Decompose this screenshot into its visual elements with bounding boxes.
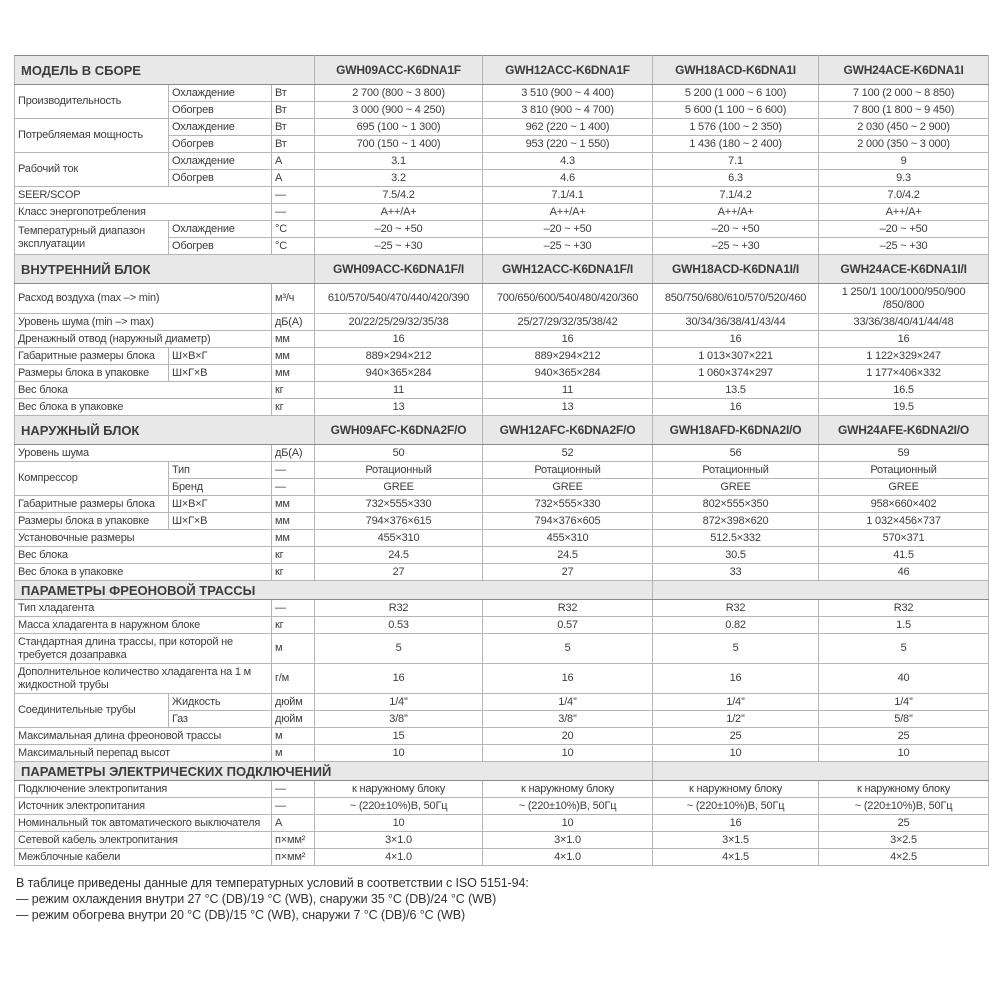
row-value: 3.2 — [315, 170, 483, 187]
row-unit: м — [272, 634, 315, 664]
model-name: GWH09ACC-K6DNA1F/I — [315, 255, 483, 284]
row-label: Рабочий ток — [15, 153, 169, 187]
row-value: 3×1.5 — [653, 832, 819, 849]
row-value: 794×376×605 — [483, 513, 653, 530]
row-value: 3 510 (900 ~ 4 400) — [483, 85, 653, 102]
row-value: –25 ~ +30 — [483, 238, 653, 255]
spec-row — [15, 462, 989, 479]
row-value: 0.82 — [653, 617, 819, 634]
row-value: Ротационный — [819, 462, 989, 479]
spec-row — [15, 314, 989, 331]
row-value: GREE — [653, 479, 819, 496]
row-value: 5 200 (1 000 ~ 6 100) — [653, 85, 819, 102]
row-value: 889×294×212 — [315, 348, 483, 365]
row-value: 19.5 — [819, 399, 989, 416]
row-value: 7.5/4.2 — [315, 187, 483, 204]
section-header-row — [15, 762, 989, 781]
row-value: 56 — [653, 445, 819, 462]
row-value: 13 — [315, 399, 483, 416]
row-value: 5 — [483, 634, 653, 664]
section-header-row — [15, 255, 989, 284]
row-unit: А — [272, 153, 315, 170]
row-sublabel: Бренд — [169, 479, 272, 496]
model-name: GWH18AFD-K6DNA2I/O — [653, 416, 819, 445]
model-name: GWH09ACC-K6DNA1F — [315, 56, 483, 85]
row-label: Тип хладагента — [15, 600, 272, 617]
row-unit: мм — [272, 496, 315, 513]
row-value: 25 — [819, 815, 989, 832]
row-value: 3/8'' — [483, 711, 653, 728]
row-value: 794×376×615 — [315, 513, 483, 530]
row-value: 41.5 — [819, 547, 989, 564]
row-value: 700 (150 ~ 1 400) — [315, 136, 483, 153]
row-value: 9 — [819, 153, 989, 170]
row-value: 5/8'' — [819, 711, 989, 728]
row-value: 16 — [653, 815, 819, 832]
row-label: Расход воздуха (max –> min) — [15, 284, 272, 314]
row-value: 24.5 — [315, 547, 483, 564]
row-value: 16.5 — [819, 382, 989, 399]
row-value: 10 — [483, 745, 653, 762]
row-value: A++/A+ — [653, 204, 819, 221]
row-value: 889×294×212 — [483, 348, 653, 365]
row-value: 4.6 — [483, 170, 653, 187]
row-value: 4.3 — [483, 153, 653, 170]
row-value: –20 ~ +50 — [819, 221, 989, 238]
row-value: 695 (100 ~ 1 300) — [315, 119, 483, 136]
row-value: 11 — [483, 382, 653, 399]
row-value: 1/4'' — [819, 694, 989, 711]
spec-row — [15, 445, 989, 462]
row-value: 2 000 (350 ~ 3 000) — [819, 136, 989, 153]
spec-row — [15, 284, 989, 314]
row-unit: кг — [272, 399, 315, 416]
row-value: 1/2'' — [653, 711, 819, 728]
row-sublabel: Обогрев — [169, 238, 272, 255]
row-unit: Вт — [272, 102, 315, 119]
row-value: 10 — [483, 815, 653, 832]
spec-row — [15, 547, 989, 564]
row-value: –25 ~ +30 — [315, 238, 483, 255]
row-label: Размеры блока в упаковке — [15, 513, 169, 530]
row-unit: Вт — [272, 119, 315, 136]
section-header-row — [15, 416, 989, 445]
section-title: ПАРАМЕТРЫ ФРЕОНОВОЙ ТРАССЫ — [15, 581, 653, 600]
spec-row — [15, 530, 989, 547]
row-sublabel: Ш×Г×В — [169, 513, 272, 530]
row-value: 7 100 (2 000 ~ 8 850) — [819, 85, 989, 102]
row-unit: м — [272, 728, 315, 745]
row-sublabel: Охлаждение — [169, 153, 272, 170]
row-value: 953 (220 ~ 1 550) — [483, 136, 653, 153]
row-unit: А — [272, 170, 315, 187]
row-label: Максимальная длина фреоновой трассы — [15, 728, 272, 745]
row-value: GREE — [483, 479, 653, 496]
row-label: Максимальный перепад высот — [15, 745, 272, 762]
row-value: 872×398×620 — [653, 513, 819, 530]
row-value: 2 700 (800 ~ 3 800) — [315, 85, 483, 102]
row-value: 50 — [315, 445, 483, 462]
row-value: к наружному блоку — [819, 781, 989, 798]
row-value: 25/27/29/32/35/38/42 — [483, 314, 653, 331]
spec-row — [15, 600, 989, 617]
row-sublabel: Охлаждение — [169, 85, 272, 102]
row-value: 958×660×402 — [819, 496, 989, 513]
row-value: 4×1.5 — [653, 849, 819, 866]
spec-row — [15, 617, 989, 634]
row-unit: Вт — [272, 136, 315, 153]
row-unit: мм — [272, 348, 315, 365]
row-label: Уровень шума (min –> max) — [15, 314, 272, 331]
row-sublabel: Обогрев — [169, 170, 272, 187]
row-sublabel: Обогрев — [169, 102, 272, 119]
row-value: 570×371 — [819, 530, 989, 547]
row-value: 7.1/4.1 — [483, 187, 653, 204]
row-value: 3 810 (900 ~ 4 700) — [483, 102, 653, 119]
row-label: Дренажный отвод (наружный диаметр) — [15, 331, 272, 348]
row-unit: кг — [272, 564, 315, 581]
row-label: Вес блока в упаковке — [15, 399, 272, 416]
spec-row — [15, 153, 989, 170]
row-value: к наружному блоку — [315, 781, 483, 798]
row-label: Вес блока — [15, 547, 272, 564]
model-name: GWH24ACE-K6DNA1I — [819, 56, 989, 85]
row-value: 25 — [653, 728, 819, 745]
row-value: 46 — [819, 564, 989, 581]
row-unit: дюйм — [272, 711, 315, 728]
row-value: 13.5 — [653, 382, 819, 399]
spec-row — [15, 745, 989, 762]
row-label: Уровень шума — [15, 445, 272, 462]
row-value: 962 (220 ~ 1 400) — [483, 119, 653, 136]
row-unit: г/м — [272, 664, 315, 694]
row-value: 1 013×307×221 — [653, 348, 819, 365]
row-label: Соединительные трубы — [15, 694, 169, 728]
row-value: Ротационный — [483, 462, 653, 479]
row-value: 16 — [483, 331, 653, 348]
row-value: 455×310 — [483, 530, 653, 547]
section-filler — [653, 581, 989, 600]
row-value: 30.5 — [653, 547, 819, 564]
row-sublabel: Обогрев — [169, 136, 272, 153]
row-value: 59 — [819, 445, 989, 462]
row-value: 1/4'' — [483, 694, 653, 711]
row-value: R32 — [819, 600, 989, 617]
footnote-iso: В таблице приведены данные для температурных условий в соответствии с ISO 5151-94: — [16, 876, 529, 890]
model-name: GWH12AFC-K6DNA2F/O — [483, 416, 653, 445]
row-value: 1.5 — [819, 617, 989, 634]
row-value: 27 — [483, 564, 653, 581]
row-value: 25 — [819, 728, 989, 745]
spec-row — [15, 798, 989, 815]
row-value: 732×555×330 — [315, 496, 483, 513]
row-unit: кг — [272, 547, 315, 564]
row-label: Производительность — [15, 85, 169, 119]
row-value: –20 ~ +50 — [483, 221, 653, 238]
row-value: 0.53 — [315, 617, 483, 634]
row-unit: мм — [272, 365, 315, 382]
row-unit: мм — [272, 513, 315, 530]
spec-row — [15, 331, 989, 348]
row-value: 16 — [653, 331, 819, 348]
row-label: Источник электропитания — [15, 798, 272, 815]
spec-row — [15, 382, 989, 399]
model-name: GWH09AFC-K6DNA2F/O — [315, 416, 483, 445]
row-unit: мм — [272, 331, 315, 348]
row-unit: п×мм² — [272, 849, 315, 866]
row-label: Дополнительное количество хладагента на 1 м жидкостной трубы — [15, 664, 272, 694]
row-unit: — — [272, 462, 315, 479]
row-value: 20 — [483, 728, 653, 745]
row-unit: кг — [272, 382, 315, 399]
spec-row — [15, 781, 989, 798]
row-value: R32 — [315, 600, 483, 617]
row-value: 16 — [483, 664, 653, 694]
row-sublabel: Ш×Г×В — [169, 365, 272, 382]
row-sublabel: Охлаждение — [169, 221, 272, 238]
spec-row — [15, 85, 989, 102]
row-label: Межблочные кабели — [15, 849, 272, 866]
row-value: 16 — [315, 331, 483, 348]
row-value: 732×555×330 — [483, 496, 653, 513]
row-value: ~ (220±10%)В, 50Гц — [819, 798, 989, 815]
row-value: R32 — [653, 600, 819, 617]
row-unit: дюйм — [272, 694, 315, 711]
spec-row — [15, 119, 989, 136]
row-value: 5 — [653, 634, 819, 664]
row-value: 4×1.0 — [483, 849, 653, 866]
row-unit: °С — [272, 238, 315, 255]
row-unit: мм — [272, 530, 315, 547]
row-value: 20/22/25/29/32/35/38 — [315, 314, 483, 331]
row-value: к наружному блоку — [483, 781, 653, 798]
spec-row — [15, 513, 989, 530]
row-sublabel: Ш×В×Г — [169, 348, 272, 365]
row-value: 52 — [483, 445, 653, 462]
row-value: 6.3 — [653, 170, 819, 187]
model-name: GWH24ACE-K6DNA1I/I — [819, 255, 989, 284]
row-value: 10 — [653, 745, 819, 762]
row-value: 3×1.0 — [315, 832, 483, 849]
row-value: 1/4'' — [315, 694, 483, 711]
row-value: 16 — [315, 664, 483, 694]
row-value: 1 060×374×297 — [653, 365, 819, 382]
row-value: 1 177×406×332 — [819, 365, 989, 382]
section-filler — [653, 762, 989, 781]
row-value: 30/34/36/38/41/43/44 — [653, 314, 819, 331]
row-value: 40 — [819, 664, 989, 694]
spec-row — [15, 832, 989, 849]
row-value: 3 000 (900 ~ 4 250) — [315, 102, 483, 119]
row-sublabel: Газ — [169, 711, 272, 728]
row-sublabel: Ш×В×Г — [169, 496, 272, 513]
row-label: Компрессор — [15, 462, 169, 496]
row-value: 4×2.5 — [819, 849, 989, 866]
model-name: GWH24AFE-K6DNA2I/O — [819, 416, 989, 445]
model-name: GWH18ACD-K6DNA1I — [653, 56, 819, 85]
row-value: 7.1 — [653, 153, 819, 170]
row-value: R32 — [483, 600, 653, 617]
row-value: ~ (220±10%)В, 50Гц — [483, 798, 653, 815]
row-unit: °С — [272, 221, 315, 238]
row-value: Ротационный — [315, 462, 483, 479]
row-label: Потребляемая мощность — [15, 119, 169, 153]
spec-table — [14, 55, 989, 866]
spec-row — [15, 399, 989, 416]
row-value: 455×310 — [315, 530, 483, 547]
row-value: 700/650/600/540/480/420/360 — [483, 284, 653, 314]
model-name: GWH12ACC-K6DNA1F/I — [483, 255, 653, 284]
row-value: 850/750/680/610/570/520/460 — [653, 284, 819, 314]
row-unit: кг — [272, 617, 315, 634]
row-value: 27 — [315, 564, 483, 581]
row-sublabel: Жидкость — [169, 694, 272, 711]
row-value: 7.1/4.2 — [653, 187, 819, 204]
row-value: 5 — [315, 634, 483, 664]
spec-row — [15, 728, 989, 745]
row-value: 940×365×284 — [483, 365, 653, 382]
row-value: 610/570/540/470/440/420/390 — [315, 284, 483, 314]
row-unit: — — [272, 781, 315, 798]
row-value: 3/8'' — [315, 711, 483, 728]
row-value: 16 — [653, 399, 819, 416]
model-name: GWH12ACC-K6DNA1F — [483, 56, 653, 85]
row-unit: — — [272, 798, 315, 815]
footnote-cooling-mode: — режим охлаждения внутри 27 °C (DB)/19 °C (WB), снаружи 35 °C (DB)/24 °C (WB) — [16, 892, 497, 906]
model-name: GWH18ACD-K6DNA1I/I — [653, 255, 819, 284]
row-unit: А — [272, 815, 315, 832]
row-value: 4×1.0 — [315, 849, 483, 866]
section-header-row — [15, 56, 989, 85]
row-value: GREE — [819, 479, 989, 496]
row-value: 16 — [653, 664, 819, 694]
row-label: Вес блока — [15, 382, 272, 399]
row-label: Стандартная длина трассы, при которой не требуется дозаправка — [15, 634, 272, 664]
row-value: –25 ~ +30 — [653, 238, 819, 255]
row-value: 1/4'' — [653, 694, 819, 711]
spec-row — [15, 348, 989, 365]
row-value: 1 576 (100 ~ 2 350) — [653, 119, 819, 136]
row-value: ~ (220±10%)В, 50Гц — [315, 798, 483, 815]
row-label: Масса хладагента в наружном блоке — [15, 617, 272, 634]
row-label: SEER/SCOP — [15, 187, 272, 204]
row-unit: дБ(А) — [272, 314, 315, 331]
row-label: Подключение электропитания — [15, 781, 272, 798]
row-sublabel: Охлаждение — [169, 119, 272, 136]
row-unit: м³/ч — [272, 284, 315, 314]
row-label: Класс энергопотребления — [15, 204, 272, 221]
row-unit: м — [272, 745, 315, 762]
row-value: 802×555×350 — [653, 496, 819, 513]
spec-row — [15, 815, 989, 832]
row-value: 33 — [653, 564, 819, 581]
row-unit: Вт — [272, 85, 315, 102]
section-title: НАРУЖНЫЙ БЛОК — [15, 416, 315, 445]
spec-row — [15, 849, 989, 866]
row-value: 1 436 (180 ~ 2 400) — [653, 136, 819, 153]
row-value: –25 ~ +30 — [819, 238, 989, 255]
row-unit: дБ(А) — [272, 445, 315, 462]
row-value: 24.5 — [483, 547, 653, 564]
row-unit: — — [272, 479, 315, 496]
row-label: Сетевой кабель электропитания — [15, 832, 272, 849]
row-value: 13 — [483, 399, 653, 416]
section-title: ВНУТРЕННИЙ БЛОК — [15, 255, 315, 284]
row-value: к наружному блоку — [653, 781, 819, 798]
spec-row — [15, 187, 989, 204]
row-value: A++/A+ — [483, 204, 653, 221]
row-value: 1 250/1 100/1000/950/900 /850/800 — [819, 284, 989, 314]
row-value: 940×365×284 — [315, 365, 483, 382]
spec-row — [15, 634, 989, 664]
row-label: Температурный диапазон эксплуатации — [15, 221, 169, 255]
row-value: 2 030 (450 ~ 2 900) — [819, 119, 989, 136]
row-value: 7.0/4.2 — [819, 187, 989, 204]
spec-row — [15, 564, 989, 581]
spec-row — [15, 664, 989, 694]
row-unit: — — [272, 600, 315, 617]
row-unit: — — [272, 204, 315, 221]
footnotes — [14, 875, 988, 923]
row-value: –20 ~ +50 — [653, 221, 819, 238]
section-header-row — [15, 581, 989, 600]
row-value: 1 032×456×737 — [819, 513, 989, 530]
row-value: 9.3 — [819, 170, 989, 187]
row-value: 16 — [819, 331, 989, 348]
row-value: A++/A+ — [315, 204, 483, 221]
footnote-heating-mode: — режим обогрева внутри 20 °C (DB)/15 °C (WB), снаружи 7 °C (DB)/6 °C (WB) — [16, 908, 466, 922]
section-title: МОДЕЛЬ В СБОРЕ — [15, 56, 315, 85]
row-label: Вес блока в упаковке — [15, 564, 272, 581]
row-label: Габаритные размеры блока — [15, 348, 169, 365]
row-label: Размеры блока в упаковке — [15, 365, 169, 382]
row-value: GREE — [315, 479, 483, 496]
spec-row — [15, 496, 989, 513]
row-value: 0.57 — [483, 617, 653, 634]
row-value: 512.5×332 — [653, 530, 819, 547]
spec-row — [15, 694, 989, 711]
row-value: 5 — [819, 634, 989, 664]
row-value: –20 ~ +50 — [315, 221, 483, 238]
row-value: 10 — [315, 745, 483, 762]
row-sublabel: Тип — [169, 462, 272, 479]
row-value: 33/36/38/40/41/44/48 — [819, 314, 989, 331]
row-label: Габаритные размеры блока — [15, 496, 169, 513]
spec-row — [15, 365, 989, 382]
row-value: 1 122×329×247 — [819, 348, 989, 365]
row-unit: — — [272, 187, 315, 204]
row-label: Номинальный ток автоматического выключателя — [15, 815, 272, 832]
row-value: 15 — [315, 728, 483, 745]
row-value: 10 — [315, 815, 483, 832]
row-value: 10 — [819, 745, 989, 762]
row-label: Установочные размеры — [15, 530, 272, 547]
section-title: ПАРАМЕТРЫ ЭЛЕКТРИЧЕСКИХ ПОДКЛЮЧЕНИЙ — [15, 762, 653, 781]
row-value: 3.1 — [315, 153, 483, 170]
row-value: 3×2.5 — [819, 832, 989, 849]
spec-row — [15, 221, 989, 238]
row-value: 11 — [315, 382, 483, 399]
row-value: 3×1.0 — [483, 832, 653, 849]
row-unit: п×мм² — [272, 832, 315, 849]
row-value: A++/A+ — [819, 204, 989, 221]
row-value: 7 800 (1 800 ~ 9 450) — [819, 102, 989, 119]
row-value: 5 600 (1 100 ~ 6 600) — [653, 102, 819, 119]
row-value: ~ (220±10%)В, 50Гц — [653, 798, 819, 815]
spec-row — [15, 204, 989, 221]
row-value: Ротационный — [653, 462, 819, 479]
